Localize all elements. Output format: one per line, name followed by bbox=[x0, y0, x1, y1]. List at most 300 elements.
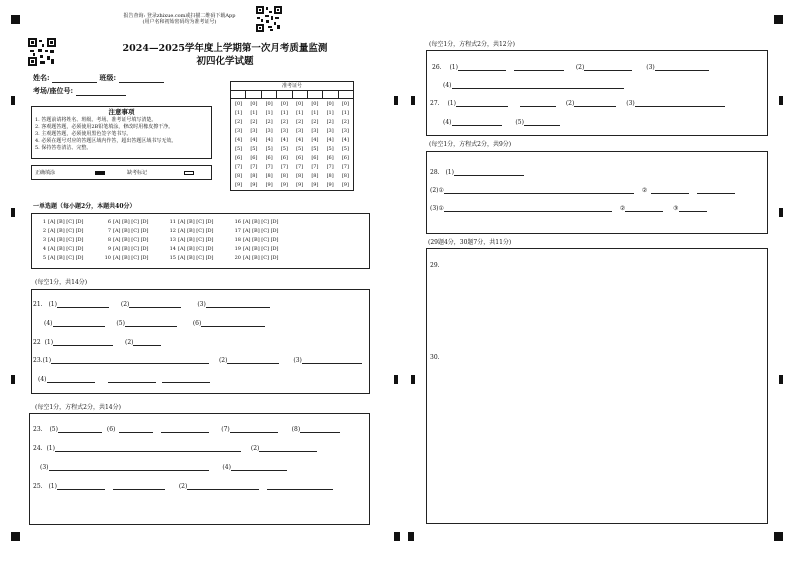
notice-item: 4. 必须在题号对应的答题区域内作答，超出答题区域书写无效。 bbox=[35, 138, 177, 144]
exam-id-write-cell[interactable] bbox=[262, 91, 277, 98]
exam-id-bubble[interactable]: [2] bbox=[311, 119, 319, 125]
mc-question-number: 8 bbox=[107, 237, 111, 243]
exam-id-bubble[interactable]: [8] bbox=[265, 173, 273, 179]
q23b-number: 23. bbox=[33, 426, 43, 433]
exam-id-bubble[interactable]: [4] bbox=[296, 137, 304, 143]
exam-id-bubble[interactable]: [3] bbox=[326, 128, 334, 134]
side-mark bbox=[411, 96, 415, 105]
q21-blank1-label: (1) bbox=[48, 301, 57, 308]
exam-id-bubble[interactable]: [9] bbox=[250, 182, 258, 188]
q28-row1 bbox=[430, 169, 524, 176]
q28-blank3b[interactable] bbox=[697, 187, 735, 194]
q27-blank4-label: (4) bbox=[443, 119, 452, 126]
exam-id-bubble[interactable]: [0] bbox=[250, 101, 258, 107]
exam-id-bubble[interactable]: [1] bbox=[235, 110, 243, 116]
mc-question-number: 9 bbox=[107, 246, 111, 252]
q23b-blank8-label: (8) bbox=[291, 426, 301, 433]
q28-blank6-label: ③ bbox=[673, 205, 679, 212]
q22-blank1[interactable] bbox=[53, 339, 113, 346]
exam-id-bubble[interactable]: [5] bbox=[250, 146, 258, 152]
mc-question-row[interactable] bbox=[37, 227, 102, 236]
mc-options[interactable]: [A] [B] [C] [D] bbox=[113, 237, 149, 243]
q27-row1 bbox=[430, 100, 725, 107]
q23b-blank6-label: (6) bbox=[106, 426, 116, 433]
exam-id-bubble[interactable]: [1] bbox=[280, 110, 288, 116]
fill-legend bbox=[31, 165, 212, 180]
q27-blank1b[interactable] bbox=[520, 100, 556, 107]
exam-id-bubble[interactable]: [5] bbox=[280, 146, 288, 152]
mc-question-number: 5 bbox=[42, 255, 46, 261]
mc-question-number: 15 bbox=[169, 255, 176, 261]
q29-answer-area[interactable] bbox=[440, 262, 760, 347]
mc-options[interactable]: [A] [B] [C] [D] bbox=[178, 255, 214, 261]
mc-options[interactable]: [A] [B] [C] [D] bbox=[113, 255, 149, 261]
exam-id-bubble[interactable]: [9] bbox=[341, 182, 349, 188]
exam-id-bubble[interactable]: [7] bbox=[311, 164, 319, 170]
mc-question-row[interactable] bbox=[167, 227, 232, 236]
q25-row bbox=[33, 483, 333, 490]
mc-question-number: 11 bbox=[169, 219, 176, 225]
exam-id-bubble[interactable]: [1] bbox=[311, 110, 319, 116]
section6-header: (29题4分，30题7分，共11分) bbox=[428, 239, 512, 246]
mc-question-number: 7 bbox=[107, 228, 111, 234]
exam-id-bubble[interactable]: [6] bbox=[250, 155, 258, 161]
exam-id-title: 准考证号 bbox=[231, 82, 353, 91]
mc-question-row[interactable] bbox=[37, 236, 102, 245]
mc-question-row[interactable] bbox=[232, 236, 297, 245]
exam-id-bubble[interactable]: [7] bbox=[341, 164, 349, 170]
exam-id-bubble[interactable]: [6] bbox=[280, 155, 288, 161]
exam-id-bubble[interactable]: [7] bbox=[296, 164, 304, 170]
exam-id-bubble[interactable]: [0] bbox=[280, 101, 288, 107]
exam-id-bubble[interactable]: [6] bbox=[235, 155, 243, 161]
mc-question-row[interactable] bbox=[37, 254, 102, 263]
exam-id-bubble[interactable]: [1] bbox=[341, 110, 349, 116]
q21-blank6[interactable] bbox=[201, 320, 265, 327]
exam-id-bubble[interactable]: [3] bbox=[296, 128, 304, 134]
exam-id-bubble[interactable]: [5] bbox=[265, 146, 273, 152]
exam-id-column bbox=[246, 99, 261, 190]
q26-blank3-label: (3) bbox=[646, 64, 655, 71]
q21-blank5[interactable] bbox=[125, 320, 177, 327]
exam-id-bubble[interactable]: [6] bbox=[341, 155, 349, 161]
q25-blank3[interactable] bbox=[267, 483, 333, 490]
q25-blank2-label: (2) bbox=[178, 483, 188, 490]
mc-question-row[interactable] bbox=[37, 245, 102, 254]
mc-grid bbox=[32, 214, 369, 263]
mc-question-row[interactable] bbox=[102, 227, 167, 236]
q28-row2 bbox=[430, 187, 735, 194]
q27-blank5-label: (5) bbox=[515, 119, 524, 126]
exam-id-bubble[interactable]: [3] bbox=[235, 128, 243, 134]
exam-room-field[interactable] bbox=[76, 89, 126, 96]
exam-id-bubble[interactable]: [1] bbox=[265, 110, 273, 116]
exam-id-write-cell[interactable] bbox=[277, 91, 292, 98]
q25-number: 25. bbox=[33, 483, 43, 490]
q25-blank1-label: (1) bbox=[48, 483, 57, 490]
exam-id-bubble[interactable]: [8] bbox=[311, 173, 319, 179]
q28-blank1-label: (1) bbox=[445, 169, 454, 176]
exam-id-write-cell[interactable] bbox=[293, 91, 308, 98]
mc-options[interactable]: [A] [B] [C] [D] bbox=[243, 246, 279, 252]
exam-id-bubble[interactable]: [8] bbox=[326, 173, 334, 179]
q25-blank1b[interactable] bbox=[113, 483, 165, 490]
q26-blank1b[interactable] bbox=[514, 64, 564, 71]
notice-box bbox=[31, 106, 212, 159]
notice-list bbox=[32, 116, 211, 153]
q28-blank5[interactable] bbox=[625, 205, 663, 212]
name-label: 姓名: bbox=[33, 73, 50, 82]
q24-blank2[interactable] bbox=[259, 445, 317, 452]
q25-blank2[interactable] bbox=[187, 483, 259, 490]
exam-id-bubble[interactable]: [8] bbox=[250, 173, 258, 179]
q28-blank3[interactable] bbox=[651, 187, 689, 194]
q21-blank4[interactable] bbox=[53, 320, 105, 327]
mc-options[interactable]: [A] [B] [C] [D] bbox=[243, 228, 279, 234]
registration-mark-bottom-left bbox=[11, 532, 20, 541]
q28-blank4[interactable] bbox=[444, 205, 612, 212]
mc-question-row[interactable] bbox=[232, 227, 297, 236]
mc-question-number: 13 bbox=[169, 237, 176, 243]
page-mark bbox=[394, 532, 400, 541]
mc-options[interactable]: [A] [B] [C] [D] bbox=[178, 219, 214, 225]
q24-row2 bbox=[40, 464, 287, 471]
exam-id-bubble[interactable]: [6] bbox=[265, 155, 273, 161]
q24-blank4-label: (4) bbox=[222, 464, 231, 471]
q27-blank2[interactable] bbox=[574, 100, 616, 107]
q23-blank2[interactable] bbox=[227, 357, 279, 364]
mc-question-number: 12 bbox=[169, 228, 176, 234]
side-mark bbox=[11, 375, 15, 384]
q23b-blank6b[interactable] bbox=[161, 426, 209, 433]
exam-id-bubble[interactable]: [4] bbox=[341, 137, 349, 143]
q26-blank4[interactable] bbox=[452, 82, 624, 89]
mc-question-row[interactable] bbox=[37, 218, 102, 227]
exam-id-grid bbox=[231, 99, 353, 190]
q26-number: 26. bbox=[432, 64, 442, 71]
q21-blank2[interactable] bbox=[129, 301, 181, 308]
exam-id-bubble[interactable]: [7] bbox=[235, 164, 243, 170]
mc-column bbox=[232, 218, 297, 263]
mc-options[interactable]: [A] [B] [C] [D] bbox=[113, 228, 149, 234]
exam-id-bubble[interactable]: [8] bbox=[280, 173, 288, 179]
page-mark bbox=[408, 532, 414, 541]
exam-id-bubble[interactable]: [9] bbox=[280, 182, 288, 188]
q28-blank2-label: (2)① bbox=[430, 187, 444, 194]
exam-id-bubble[interactable]: [9] bbox=[326, 182, 334, 188]
exam-id-bubble[interactable]: [7] bbox=[265, 164, 273, 170]
exam-id-bubble[interactable]: [3] bbox=[280, 128, 288, 134]
exam-id-bubble[interactable]: [9] bbox=[265, 182, 273, 188]
q23-blank4-label: (4) bbox=[38, 376, 47, 383]
mc-question-row[interactable] bbox=[102, 236, 167, 245]
section4-header: (每空1分，方程式2分，共12分) bbox=[429, 41, 515, 48]
report-notice-line2: (用户名和初始密码均为准考证号) bbox=[142, 19, 217, 25]
exam-id-bubble[interactable]: [4] bbox=[311, 137, 319, 143]
q24-blank1[interactable] bbox=[55, 445, 241, 452]
exam-subtitle: 初四化学试题 bbox=[196, 56, 254, 67]
side-mark bbox=[11, 96, 15, 105]
q21-blank4-label: (4) bbox=[44, 320, 53, 327]
mc-options[interactable]: [A] [B] [C] [D] bbox=[48, 237, 84, 243]
exam-id-bubble[interactable]: [5] bbox=[296, 146, 304, 152]
q26-blank1-label: (1) bbox=[449, 64, 458, 71]
correct-fill-sample bbox=[95, 171, 105, 175]
exam-id-write-cell[interactable] bbox=[231, 91, 246, 98]
mc-question-row[interactable] bbox=[232, 218, 297, 227]
q21-number: 21. bbox=[33, 301, 43, 308]
mc-column bbox=[37, 218, 102, 263]
q29-number: 29. bbox=[430, 262, 440, 269]
exam-id-bubble[interactable]: [6] bbox=[296, 155, 304, 161]
mc-question-number: 2 bbox=[42, 228, 46, 234]
q26-row2 bbox=[443, 82, 624, 89]
mc-question-row[interactable] bbox=[102, 254, 167, 263]
q23-row1 bbox=[33, 357, 362, 364]
q23-blank4b[interactable] bbox=[108, 376, 156, 383]
exam-id-bubble[interactable]: [0] bbox=[265, 101, 273, 107]
q28-number: 28. bbox=[430, 169, 440, 176]
q21-blank3[interactable] bbox=[206, 301, 270, 308]
mc-options[interactable]: [A] [B] [C] [D] bbox=[113, 219, 149, 225]
mc-options[interactable]: [A] [B] [C] [D] bbox=[113, 246, 149, 252]
notice-item: 3. 主观题答题，必须使用黑色签字笔书写。 bbox=[35, 131, 132, 137]
exam-id-bubble[interactable]: [8] bbox=[235, 173, 243, 179]
exam-id-bubble[interactable]: [2] bbox=[326, 119, 334, 125]
exam-id-bubble[interactable]: [4] bbox=[235, 137, 243, 143]
exam-id-write-cell[interactable] bbox=[246, 91, 261, 98]
exam-id-bubble[interactable]: [6] bbox=[311, 155, 319, 161]
side-mark bbox=[394, 375, 398, 384]
exam-id-bubble[interactable]: [8] bbox=[296, 173, 304, 179]
exam-id-write-row bbox=[231, 91, 353, 99]
exam-id-bubble[interactable]: [2] bbox=[341, 119, 349, 125]
q22-blank2[interactable] bbox=[133, 339, 161, 346]
section3-header: (每空1分，方程式2分，共14分) bbox=[35, 404, 121, 411]
mc-question-number: 20 bbox=[234, 255, 241, 261]
q21-blank5-label: (5) bbox=[116, 320, 125, 327]
exam-room-label: 考场/座位号: bbox=[33, 86, 74, 95]
mc-question-row[interactable] bbox=[102, 245, 167, 254]
class-field[interactable] bbox=[119, 76, 164, 83]
q27-blank3[interactable] bbox=[635, 100, 725, 107]
exam-id-box bbox=[230, 81, 354, 191]
exam-id-bubble[interactable]: [0] bbox=[235, 101, 243, 107]
mc-question-row[interactable] bbox=[232, 254, 297, 263]
mc-column bbox=[167, 218, 232, 263]
q21-blank6-label: (6) bbox=[192, 320, 202, 327]
report-notice-line1: 报告查询: 登录zhixue.com或扫描二维码下载App bbox=[123, 13, 236, 19]
exam-id-bubble[interactable]: [3] bbox=[265, 128, 273, 134]
exam-id-bubble[interactable]: [6] bbox=[326, 155, 334, 161]
exam-id-bubble[interactable]: [0] bbox=[341, 101, 349, 107]
mc-question-number: 17 bbox=[234, 228, 241, 234]
q25-blank1[interactable] bbox=[57, 483, 105, 490]
exam-id-bubble[interactable]: [3] bbox=[311, 128, 319, 134]
q21-blank1[interactable] bbox=[57, 301, 109, 308]
section5-header: (每空1分，方程式2分，共9分) bbox=[429, 141, 512, 148]
mc-column bbox=[102, 218, 167, 263]
q22-number: 22 bbox=[33, 339, 41, 346]
q24-blank3[interactable] bbox=[49, 464, 209, 471]
mc-options[interactable]: [A] [B] [C] [D] bbox=[243, 255, 279, 261]
q24-row1 bbox=[33, 445, 317, 452]
mc-section-box bbox=[31, 213, 370, 269]
q23b-blank5[interactable] bbox=[58, 426, 102, 433]
q27-blank4[interactable] bbox=[452, 119, 502, 126]
mc-question-row[interactable] bbox=[102, 218, 167, 227]
exam-id-bubble[interactable]: [2] bbox=[280, 119, 288, 125]
q26-blank3[interactable] bbox=[655, 64, 709, 71]
exam-id-bubble[interactable]: [4] bbox=[326, 137, 334, 143]
q24-blank2-label: (2) bbox=[250, 445, 260, 452]
notice-item: 5. 保持答卷清洁、完整。 bbox=[35, 145, 92, 151]
mc-options[interactable]: [A] [B] [C] [D] bbox=[243, 219, 279, 225]
exam-id-column bbox=[277, 99, 292, 190]
exam-id-write-cell[interactable] bbox=[339, 91, 353, 98]
q26-blank2[interactable] bbox=[584, 64, 632, 71]
exam-id-bubble[interactable]: [4] bbox=[265, 137, 273, 143]
name-row bbox=[33, 73, 164, 83]
exam-id-bubble[interactable]: [5] bbox=[341, 146, 349, 152]
mc-options[interactable]: [A] [B] [C] [D] bbox=[178, 246, 214, 252]
q27-blank2-label: (2) bbox=[565, 100, 575, 107]
exam-id-bubble[interactable]: [8] bbox=[341, 173, 349, 179]
mc-options[interactable]: [A] [B] [C] [D] bbox=[48, 228, 84, 234]
mc-options[interactable]: [A] [B] [C] [D] bbox=[178, 237, 214, 243]
side-mark bbox=[779, 208, 783, 217]
exam-id-bubble[interactable]: [1] bbox=[250, 110, 258, 116]
exam-id-bubble[interactable]: [0] bbox=[326, 101, 334, 107]
registration-mark-bottom-right bbox=[774, 532, 783, 541]
exam-id-bubble[interactable]: [0] bbox=[296, 101, 304, 107]
exam-id-write-cell[interactable] bbox=[323, 91, 338, 98]
exam-id-column bbox=[231, 99, 246, 190]
exam-id-bubble[interactable]: [2] bbox=[235, 119, 243, 125]
exam-id-bubble[interactable]: [2] bbox=[296, 119, 304, 125]
q28-blank5-label: ② bbox=[619, 205, 626, 212]
exam-id-bubble[interactable]: [4] bbox=[280, 137, 288, 143]
exam-id-bubble[interactable]: [9] bbox=[296, 182, 304, 188]
q21-row1 bbox=[33, 301, 270, 308]
q23-blank3-label: (3) bbox=[293, 357, 302, 364]
q21-blank3-label: (3) bbox=[197, 301, 206, 308]
q23-blank4[interactable] bbox=[47, 376, 95, 383]
q23b-blank6[interactable] bbox=[119, 426, 153, 433]
q23-blank4c[interactable] bbox=[162, 376, 210, 383]
exam-id-bubble[interactable]: [1] bbox=[296, 110, 304, 116]
exam-id-bubble[interactable]: [7] bbox=[280, 164, 288, 170]
side-mark bbox=[411, 375, 415, 384]
exam-title: 2024—2025学年度上学期第一次月考质量监测 bbox=[122, 43, 328, 54]
mc-question-row[interactable] bbox=[167, 254, 232, 263]
exam-id-bubble[interactable]: [3] bbox=[341, 128, 349, 134]
q27-blank5[interactable] bbox=[524, 119, 560, 126]
report-notice bbox=[112, 13, 247, 25]
exam-id-bubble[interactable]: [5] bbox=[235, 146, 243, 152]
q27-number: 27. bbox=[430, 100, 440, 107]
mc-question-number: 14 bbox=[169, 246, 176, 252]
exam-id-bubble[interactable]: [2] bbox=[250, 119, 258, 125]
q23-row2 bbox=[38, 376, 210, 383]
registration-mark-top-left bbox=[11, 15, 20, 24]
exam-id-bubble[interactable]: [7] bbox=[326, 164, 334, 170]
exam-id-bubble[interactable]: [9] bbox=[311, 182, 319, 188]
q23-number: 23. bbox=[33, 357, 43, 364]
app-qr-code[interactable] bbox=[256, 6, 282, 32]
exam-id-bubble[interactable]: [5] bbox=[326, 146, 334, 152]
exam-id-write-cell[interactable] bbox=[308, 91, 323, 98]
q26-blank1[interactable] bbox=[458, 64, 506, 71]
exam-id-column bbox=[262, 99, 277, 190]
exam-id-bubble[interactable]: [1] bbox=[326, 110, 334, 116]
q21-blank2-label: (2) bbox=[120, 301, 130, 308]
q21-row2 bbox=[44, 320, 265, 327]
notice-item: 1. 答题前请将姓名、班级、考场、准考证号填写清楚。 bbox=[35, 117, 157, 123]
q24-blank1-label: (1) bbox=[46, 445, 55, 452]
mc-question-row[interactable] bbox=[167, 245, 232, 254]
q27-blank1[interactable] bbox=[456, 100, 508, 107]
exam-id-bubble[interactable]: [2] bbox=[265, 119, 273, 125]
mc-question-number: 16 bbox=[234, 219, 241, 225]
notice-item: 2. 客观题答题，必须使用2B铅笔填涂，修改时用橡皮擦干净。 bbox=[35, 124, 174, 130]
mc-question-number: 18 bbox=[234, 237, 241, 243]
exam-id-bubble[interactable]: [5] bbox=[311, 146, 319, 152]
class-label: 班级: bbox=[99, 73, 117, 82]
exam-id-column bbox=[338, 99, 353, 190]
exam-id-bubble[interactable]: [7] bbox=[250, 164, 258, 170]
mc-question-row[interactable] bbox=[167, 236, 232, 245]
q28-blank3-label: ② bbox=[641, 187, 648, 194]
mc-options[interactable]: [A] [B] [C] [D] bbox=[243, 237, 279, 243]
q28-row3 bbox=[430, 205, 707, 212]
exam-id-bubble[interactable]: [0] bbox=[311, 101, 319, 107]
absent-mark-box[interactable] bbox=[184, 171, 194, 175]
q27-blank3-label: (3) bbox=[626, 100, 635, 107]
q28-blank2[interactable] bbox=[444, 187, 634, 194]
q23b-blank7[interactable] bbox=[230, 426, 278, 433]
mc-options[interactable]: [A] [B] [C] [D] bbox=[178, 228, 214, 234]
q26-blank2-label: (2) bbox=[575, 64, 585, 71]
exam-id-bubble[interactable]: [9] bbox=[235, 182, 243, 188]
exam-room-row bbox=[33, 86, 126, 96]
q26-blank4-label: (4) bbox=[443, 82, 452, 89]
mc-options[interactable]: [A] [B] [C] [D] bbox=[48, 246, 84, 252]
q23-blank3[interactable] bbox=[302, 357, 362, 364]
q23-blank1[interactable] bbox=[51, 357, 209, 364]
q30-answer-area[interactable] bbox=[440, 354, 760, 514]
exam-id-column bbox=[323, 99, 338, 190]
q22-blank1-label: (1) bbox=[44, 339, 54, 346]
q24-blank4[interactable] bbox=[231, 464, 287, 471]
q26-row1 bbox=[432, 64, 709, 71]
exam-id-bubble[interactable]: [3] bbox=[250, 128, 258, 134]
mc-options[interactable]: [A] [B] [C] [D] bbox=[48, 255, 84, 261]
q28-blank1[interactable] bbox=[454, 169, 524, 176]
q23b-blank8[interactable] bbox=[300, 426, 340, 433]
mc-question-row[interactable] bbox=[167, 218, 232, 227]
side-mark bbox=[779, 375, 783, 384]
name-field[interactable] bbox=[52, 76, 97, 83]
exam-id-bubble[interactable]: [4] bbox=[250, 137, 258, 143]
mc-options[interactable]: [A] [B] [C] [D] bbox=[48, 219, 84, 225]
exam-id-column bbox=[307, 99, 322, 190]
side-mark bbox=[394, 96, 398, 105]
q27-row2 bbox=[443, 119, 560, 126]
q28-blank6[interactable] bbox=[679, 205, 707, 212]
mc-question-row[interactable] bbox=[232, 245, 297, 254]
q23b-blank7-label: (7) bbox=[221, 426, 230, 433]
